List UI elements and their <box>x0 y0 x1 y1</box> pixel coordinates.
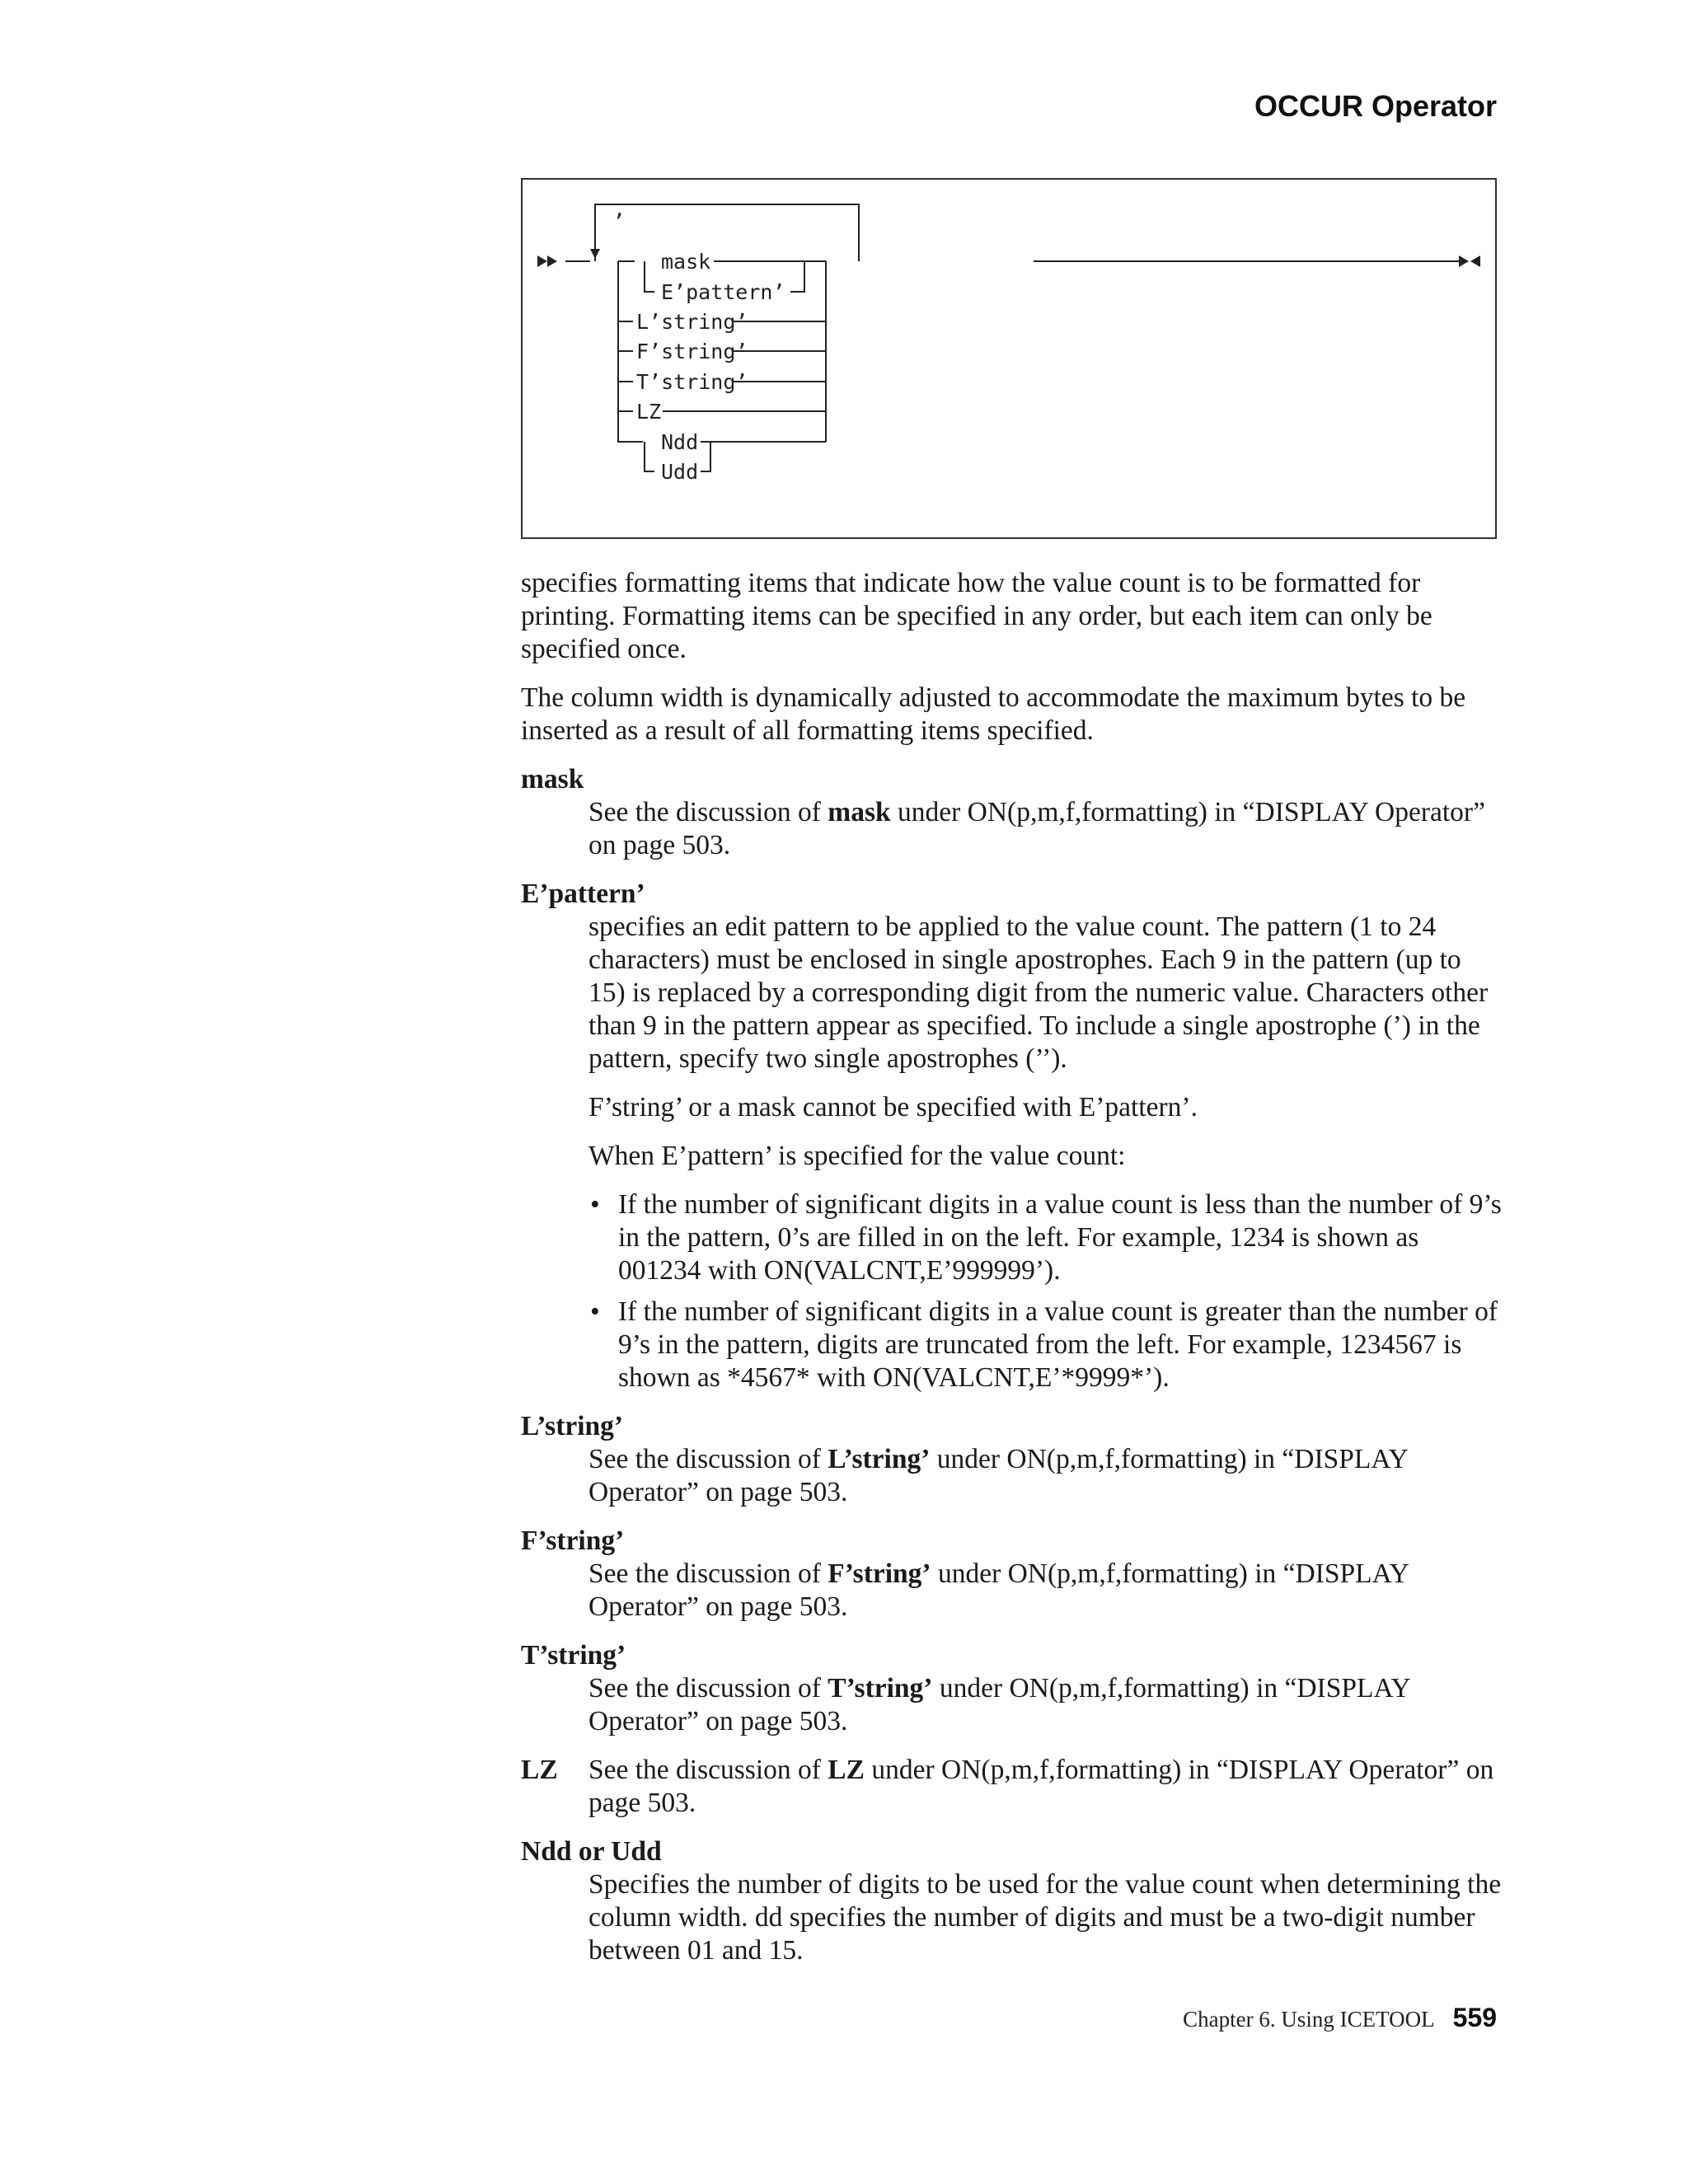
syntax-item-epattern: E’pattern’ <box>661 280 785 304</box>
epattern-paragraph: specifies an edit pattern to be applied to the value count. The pattern (1 to 24 characters) must be enclosed in single apostrophes. Each 9 in the pattern (up to 15) is replaced by a corresponding digit from the numeric value. Characters other than 9 in the pattern appear as specified. To include a single apostrophe (’) in the pattern, specify two single apostrophes (’’). <box>588 912 1489 1074</box>
term-lstring: L’string’ <box>521 1411 624 1441</box>
lz-entry <box>521 1754 1502 1820</box>
syntax-item-ndd: Ndd <box>661 430 699 454</box>
term-mask: mask <box>521 764 584 794</box>
column-width-paragraph: The column width is dynamically adjusted to accommodate the maximum bytes to be inserted as a result of all formatting items specified. <box>521 682 1466 746</box>
epattern-bullet-list <box>588 1188 1502 1394</box>
desc-fstring <box>588 1558 1502 1624</box>
syntax-repeat-separator: , <box>613 197 626 221</box>
see-prefix: See the discussion of <box>588 1444 821 1474</box>
ref-lz: LZ <box>828 1755 865 1785</box>
syntax-item-lz: LZ <box>636 400 662 424</box>
page-number: 559 <box>1452 2003 1497 2032</box>
term-ndd-udd: Ndd or Udd <box>521 1836 662 1867</box>
page-header-title: OCCUR Operator <box>1254 89 1497 123</box>
footer-chapter: Chapter 6. Using ICETOOL <box>1183 2007 1435 2032</box>
bullet-item: • If the number of significant digits in a value count is greater than the number of 9’s in the pattern, digits are truncated from the left. For example, 1234567 is shown as *4567* with ON(VALCNT,E’*9999*’). <box>588 1296 1502 1394</box>
ref-mask: mask <box>828 797 891 827</box>
see-prefix: See the discussion of <box>588 1755 821 1785</box>
syntax-item-fstring: F’string’ <box>636 340 748 363</box>
see-suffix: under ON(p,m,f,formatting) in “DISPLAY Operator” on page 503. <box>588 797 1485 860</box>
desc-lz <box>588 1754 1502 1820</box>
bullet-item: • If the number of significant digits in a value count is less than the number of 9’s in the pattern, 0’s are filled in on the left. For example, 1234 is shown as 001234 with ON(VALCNT,E’999999’). <box>588 1188 1502 1287</box>
syntax-item-tstring: T’string’ <box>636 370 748 394</box>
see-suffix: under ON(p,m,f,formatting) in “DISPLAY Operator” on page 503. <box>588 1673 1410 1736</box>
syntax-item-lstring: L’string’ <box>636 310 748 334</box>
term-tstring: T’string’ <box>521 1640 626 1671</box>
term-lz: LZ <box>521 1755 558 1785</box>
see-suffix: under ON(p,m,f,formatting) in “DISPLAY Operator” on page 503. <box>588 1444 1408 1507</box>
ref-lstring: L’string’ <box>828 1444 931 1474</box>
syntax-item-udd: Udd <box>661 460 699 484</box>
epattern-when: When E’pattern’ is specified for the value count: <box>588 1141 1126 1171</box>
see-prefix: See the discussion of <box>588 1673 821 1704</box>
desc-lstring <box>588 1443 1502 1509</box>
syntax-item-mask: mask <box>661 250 711 274</box>
desc-mask <box>588 796 1502 862</box>
epattern-restriction: F’string’ or a mask cannot be specified with E’pattern’. <box>588 1092 1198 1122</box>
body-content <box>521 567 1502 1983</box>
see-prefix: See the discussion of <box>588 1558 821 1589</box>
page-footer <box>1183 2003 1497 2033</box>
desc-epattern <box>588 911 1502 1394</box>
ref-fstring: F’string’ <box>828 1558 931 1589</box>
see-prefix: See the discussion of <box>588 797 821 827</box>
syntax-diagram-graphic <box>523 180 1498 541</box>
desc-tstring <box>588 1672 1502 1738</box>
term-epattern: E’pattern’ <box>521 879 645 909</box>
syntax-diagram <box>521 178 1497 539</box>
desc-ndd-udd: Specifies the number of digits to be used for the value count when determining the column width. dd specifies the number of digits and must be a two-digit number between 01 and 15. <box>588 1869 1502 1966</box>
see-suffix: under ON(p,m,f,formatting) in “DISPLAY Operator” on page 503. <box>588 1558 1409 1622</box>
intro-paragraph: specifies formatting items that indicate how the value count is to be formatted for printing. Formatting items can be specified in any order, but each item can only be specified once. <box>521 568 1432 664</box>
term-fstring: F’string’ <box>521 1526 625 1556</box>
ref-tstring: T’string’ <box>828 1673 933 1704</box>
see-suffix: under ON(p,m,f,formatting) in “DISPLAY Operator” on page 503. <box>588 1755 1494 1818</box>
